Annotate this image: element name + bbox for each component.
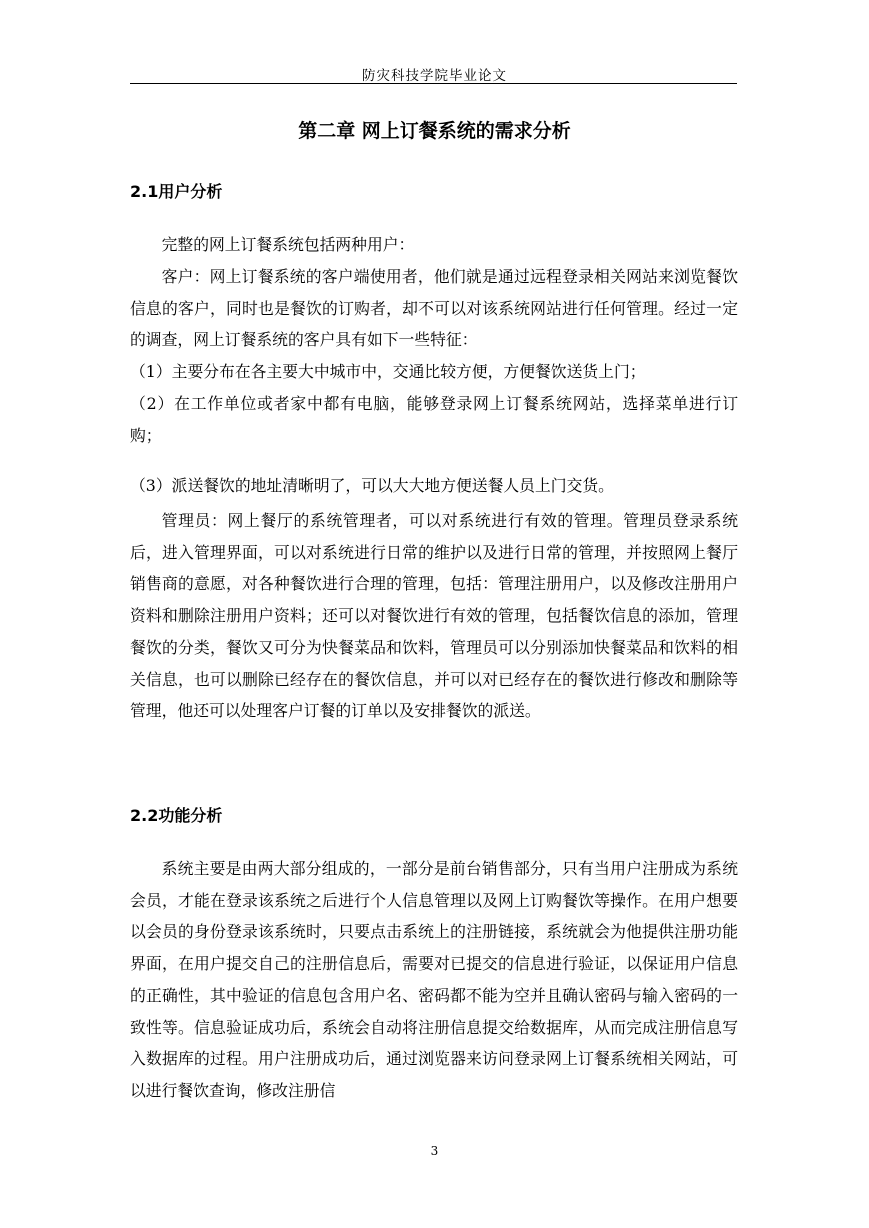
header-rule	[130, 83, 737, 84]
paragraph: 系统主要是由两大部分组成的，一部分是前台销售部分，只有当用户注册成为系统会员，才能在登录该系统之后进行个人信息管理以及网上订购餐饮等操作。在用户想要以会员的身份登录该系统时，只要点击系统上的注册链接，系统就会为他提供注册功能界面，在用户提交自己的注册信息后，需要对已提交的信息进行验证，以保证用户信息的正确性，其中验证的信息包含用户名、密码都不能为空并且确认密码与输入密码的一致性等。信息验证成功后，系统会自动将注册信息提交给数据库，从而完成注册信息写入数据库的过程。用户注册成功后，通过浏览器来访问登录网上订餐系统相关网站，可以进行餐饮查询，修改注册信	[130, 859, 738, 1100]
list-item: （1）主要分布在各主要大中城市中，交通比较方便，方便餐饮送货上门；	[130, 362, 646, 381]
list-item: （3）派送餐饮的地址清晰明了，可以大大地方便送餐人员上门交货。	[130, 476, 614, 495]
chapter-title: 第二章 网上订餐系统的需求分析	[298, 120, 571, 142]
section-heading-2-1: 2.1用户分析	[130, 182, 223, 201]
list-item: （2）在工作单位或者家中都有电脑，能够登录网上订餐系统网站，选择菜单进行订购；	[130, 394, 738, 445]
paragraph: 管理员：网上餐厅的系统管理者，可以对系统进行有效的管理。管理员登录系统后，进入管理界面，可以对系统进行日常的维护以及进行日常的管理，并按照网上餐厅销售商的意愿，对各种餐饮进行合理的管理，包括：管理注册用户，以及修改注册用户资料和删除注册用户资料；还可以对餐饮进行有效的管理，包括餐饮信息的添加，管理餐饮的分类，餐饮又可分为快餐菜品和饮料，管理员可以分别添加快餐菜品和饮料的相关信息，也可以删除已经存在的餐饮信息，并可以对已经存在的餐饮进行修改和删除等管理，他还可以处理客户订餐的订单以及安排餐饮的派送。	[130, 511, 738, 721]
paragraph: 完整的网上订餐系统包括两种用户：	[161, 235, 415, 254]
page-number: 3	[430, 1144, 439, 1158]
paragraph: 客户：网上订餐系统的客户端使用者，他们就是通过远程登录相关网站来浏览餐饮信息的客户，同时也是餐饮的订购者，却不可以对该系统网站进行任何管理。经过一定的调查，网上订餐系统的客户具有如下一些特征：	[130, 267, 738, 350]
section-heading-2-2: 2.2功能分析	[130, 806, 223, 825]
running-header: 防灾科技学院毕业论文	[362, 68, 507, 84]
